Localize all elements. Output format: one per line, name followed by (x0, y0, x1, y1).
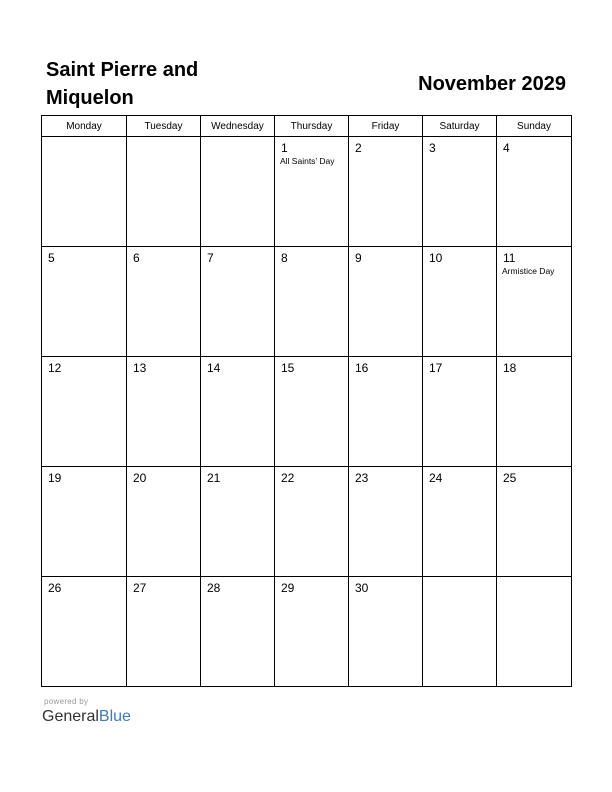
holiday-label (497, 581, 571, 582)
day-number: 17 (429, 361, 443, 375)
holiday-label (201, 265, 274, 266)
day-number: 15 (281, 361, 295, 375)
holiday-label (201, 141, 274, 142)
holiday-label (275, 375, 348, 376)
week-row (42, 577, 572, 687)
holiday-label (349, 375, 422, 376)
day-cell (201, 247, 275, 357)
day-cell (127, 357, 201, 467)
day-cell (349, 137, 423, 247)
holiday-label (497, 155, 571, 156)
day-cell (42, 577, 127, 687)
day-number: 19 (48, 471, 62, 485)
day-cell (127, 137, 201, 247)
day-number: 22 (281, 471, 295, 485)
holiday-label (127, 375, 200, 376)
holiday-label (42, 375, 126, 376)
day-number: 9 (355, 251, 362, 265)
day-cell (349, 247, 423, 357)
day-number: 10 (429, 251, 443, 265)
holiday-label (42, 141, 126, 142)
day-number: 24 (429, 471, 443, 485)
holiday-label (423, 265, 496, 266)
day-cell (42, 357, 127, 467)
day-number: 29 (281, 581, 295, 595)
day-cell (497, 137, 572, 247)
month-year-title: November 2029 (418, 73, 566, 95)
day-cell (423, 357, 497, 467)
day-number: 27 (133, 581, 147, 595)
country-title: Saint Pierre and Miquelon (46, 59, 199, 109)
holiday-label (497, 375, 571, 376)
holiday-label (201, 485, 274, 486)
weekday-monday: Monday (42, 116, 127, 137)
weekday-friday: Friday (349, 116, 423, 137)
day-number: 25 (503, 471, 517, 485)
holiday-label (275, 485, 348, 486)
holiday-label (423, 375, 496, 376)
day-cell (201, 577, 275, 687)
week-row (42, 247, 572, 357)
day-cell (275, 577, 349, 687)
holiday-label (201, 375, 274, 376)
day-number: 11 (503, 251, 516, 265)
holiday-label (423, 485, 496, 486)
day-cell (127, 577, 201, 687)
day-cell (201, 357, 275, 467)
day-number: 5 (48, 251, 55, 265)
holiday-label (201, 595, 274, 596)
holiday-label (127, 485, 200, 486)
day-number: 16 (355, 361, 369, 375)
week-row (42, 357, 572, 467)
day-number: 2 (355, 141, 362, 155)
day-cell (349, 577, 423, 687)
day-cell (201, 467, 275, 577)
day-cell (127, 467, 201, 577)
day-cell (275, 467, 349, 577)
calendar-grid (41, 115, 572, 687)
holiday-label (42, 595, 126, 596)
holiday-label (349, 595, 422, 596)
day-number: 28 (207, 581, 221, 595)
holiday-label (42, 265, 126, 266)
holiday-label (275, 595, 348, 596)
day-number: 14 (207, 361, 221, 375)
week-row (42, 467, 572, 577)
holiday-label (497, 485, 571, 486)
day-cell (423, 137, 497, 247)
holiday-label: All Saints’ Day (280, 156, 335, 166)
day-number: 13 (133, 361, 147, 375)
day-cell (42, 467, 127, 577)
weekday-thursday: Thursday (275, 116, 349, 137)
day-cell (275, 247, 349, 357)
holiday-label (275, 265, 348, 266)
day-number: 12 (48, 361, 62, 375)
day-cell (349, 467, 423, 577)
day-cell (423, 247, 497, 357)
weekday-wednesday: Wednesday (201, 116, 275, 137)
day-number: 21 (207, 471, 221, 485)
holiday-label (423, 581, 496, 582)
holiday-label (127, 141, 200, 142)
day-cell (201, 137, 275, 247)
day-cell (275, 137, 349, 247)
logo-blue-text: Blue (98, 708, 131, 725)
day-cell (497, 577, 572, 687)
day-number: 4 (503, 141, 510, 155)
generalblue-logo[interactable] (42, 708, 131, 726)
day-cell (42, 137, 127, 247)
holiday-label (127, 265, 200, 266)
holiday-label (349, 265, 422, 266)
day-number: 8 (281, 251, 288, 265)
day-cell (423, 577, 497, 687)
day-cell (497, 247, 572, 357)
day-cell (275, 357, 349, 467)
day-cell (423, 467, 497, 577)
day-number: 1 (281, 141, 288, 155)
week-row (42, 137, 572, 247)
day-number: 3 (429, 141, 436, 155)
powered-by-label: powered by (44, 697, 89, 706)
day-number: 30 (355, 581, 369, 595)
day-number: 23 (355, 471, 369, 485)
holiday-label (127, 595, 200, 596)
day-cell (349, 357, 423, 467)
weekday-saturday: Saturday (423, 116, 497, 137)
day-cell (42, 247, 127, 357)
day-number: 20 (133, 471, 147, 485)
day-number: 26 (48, 581, 62, 595)
weekday-header-row (42, 116, 572, 137)
weekday-tuesday: Tuesday (127, 116, 201, 137)
holiday-label (349, 485, 422, 486)
logo-general-text: General (42, 708, 99, 725)
day-cell (127, 247, 201, 357)
holiday-label (42, 485, 126, 486)
day-cell (497, 467, 572, 577)
day-cell (497, 357, 572, 467)
day-number: 7 (207, 251, 214, 265)
holiday-label (349, 155, 422, 156)
holiday-label: Armistice Day (502, 266, 555, 276)
day-number: 6 (133, 251, 140, 265)
weekday-sunday: Sunday (497, 116, 572, 137)
holiday-label (423, 155, 496, 156)
day-number: 18 (503, 361, 517, 375)
